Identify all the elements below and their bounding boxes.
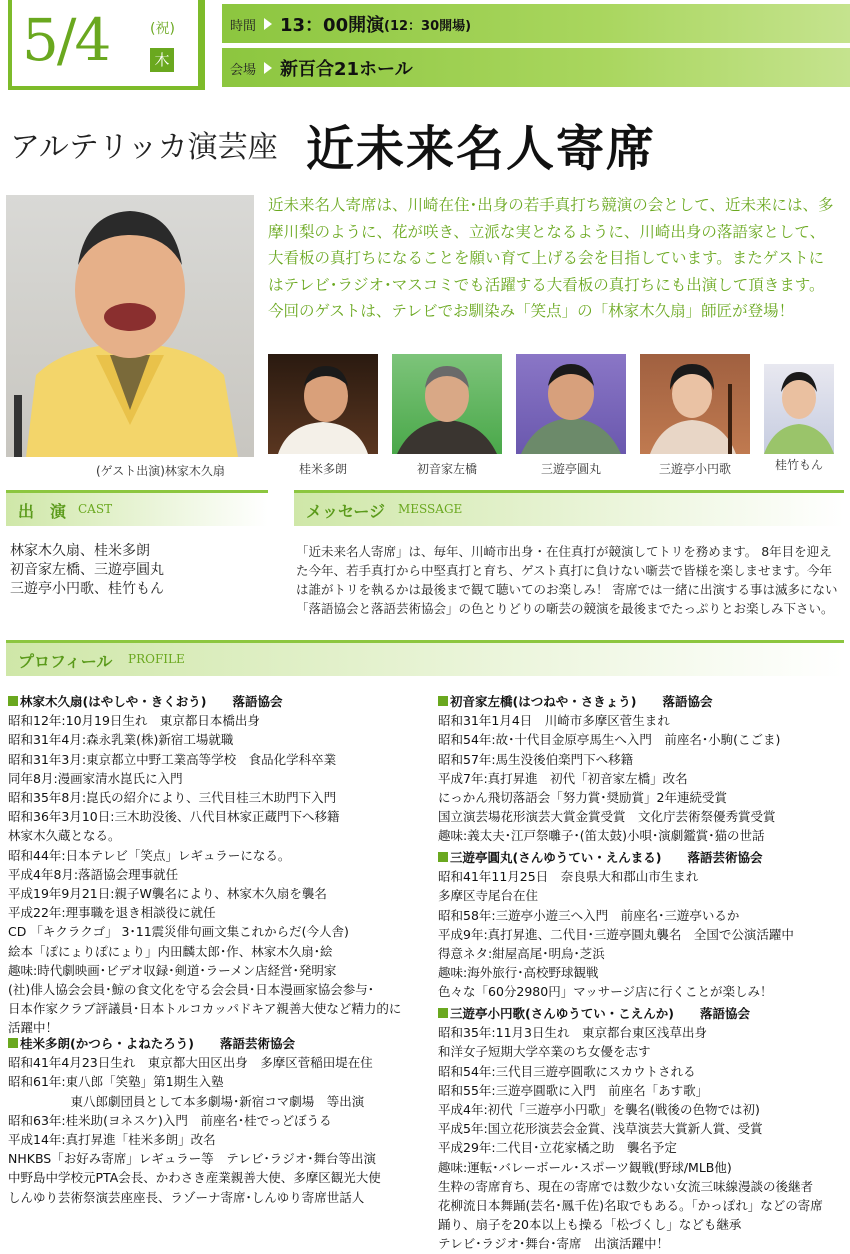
profile-line: にっかん飛切落語会「努力賞･奨励賞」2年連続受賞 [438,790,727,806]
performer-photo [516,354,626,454]
venue-label: 会場 [230,63,257,78]
performer-photo [268,354,378,454]
guest-photo [6,195,254,457]
profile-line: テレビ･ラジオ･舞台･寄席 出演活躍中！ [438,1236,670,1252]
profile-line: 昭和61年:東八郎「笑塾」第1期生入塾 [8,1074,224,1090]
profile-line: 絵本「ぽにょりぽにょり」内田麟太郎･作、林家木久扇･絵 [8,943,333,959]
profile-association: 落語協会 [662,694,713,709]
profile-line: 平成5年:国立花形演芸会金賞、浅草演芸大賞新人賞、受賞 [438,1121,763,1137]
profile-line: 活躍中！ [8,1020,59,1036]
profile-line: 色々な「60分2980円」マッサージ店に行くことが楽しみ！ [438,984,773,1000]
time-bar [222,4,850,43]
profile-line: 昭和35年8月:崑氏の紹介により、三代目桂三木助門下入門 [8,790,337,806]
message-header [294,490,844,526]
profile-line: 中野島中学校元PTA会長、かわさき産業親善大使、多摩区観光大使 [8,1170,381,1186]
profile-line: 昭和63年:桂米助(ヨネスケ)入門 前座名･桂でっどぼうる [8,1112,332,1128]
profile-line: 平成14年:真打昇進「桂米多朗」改名 [8,1132,216,1148]
performer-photo [764,364,834,454]
cast-line: 初音家左橋、三遊亭圓丸 [10,562,164,578]
square-bullet-icon [8,696,18,706]
performer-photo [640,354,750,454]
event-date: 5/4 [22,6,110,74]
profile-association: 落語芸術協会 [687,850,763,865]
profile-line: 昭和58年:三遊亭小遊三へ入門 前座名･三遊亭いるか [438,907,740,923]
performer-caption: 三遊亭小円歌 [658,462,731,476]
profile-line: 昭和31年3月:東京都立中野工業高等学校 食品化学科卒業 [8,751,337,767]
profile-line: 趣味:海外旅行･高校野球観戦 [438,965,599,981]
profile-line: 花柳流日本舞踊(芸名･鳳千佐)名取でもある。「かっぽれ」などの寄席 [438,1198,823,1214]
profile-name: 桂米多朗(かつら・よねたろう) [20,1036,194,1051]
profile-line: (社)俳人協会会員･鯨の食文化を守る会会員･日本漫画家協会参与･ [8,982,375,998]
profile-line: 昭和31年1月4日 川崎市多摩区菅生まれ [438,713,670,729]
profile-title-en: PROFILE [128,652,185,666]
profile-line: 昭和41年11月25日 奈良県大和郡山市生まれ [438,869,699,885]
message-title-en: MESSAGE [398,502,463,516]
profile-name: 三遊亭圓丸(さんゆうてい・えんまる) [450,850,662,865]
time-value: 13：00開演 [280,15,385,36]
cast-title-en: CAST [78,502,113,516]
time-open: (12：30開場) [384,19,472,34]
profile-line: 生粋の寄席育ち、現在の寄席では数少ない女流三味線漫談の後継者 [438,1178,814,1194]
profile-line: 平成29年:二代目･立花家橘之助 襲名予定 [438,1140,677,1156]
arrow-icon [264,18,272,30]
profile-title: プロフィール [18,652,113,671]
cast-list [10,542,164,599]
profile-line: 昭和55年:三遊亭圓歌に入門 前座名「あす歌」 [438,1082,709,1098]
profile-entry [8,1034,428,1207]
profile-line: 同年8月:漫画家清水崑氏に入門 [8,770,183,786]
profile-line: 多摩区寺尾台在住 [438,888,539,904]
profile-line: 趣味:運転･バレーボール･スポーツ観戦(野球/MLB他) [438,1159,732,1175]
profile-line: 昭和35年:11月3日生れ 東京都台東区浅草出身 [438,1025,707,1041]
profile-line: 趣味:義太夫･江戸祭囃子･(笛太鼓)小唄･演劇鑑賞･猫の世話 [438,828,765,844]
profile-line: 東八郎劇団員として本多劇場･新宿コマ劇場 等出演 [8,1093,365,1109]
profile-entry [438,848,848,1002]
cast-title: 出 演 [18,502,67,521]
performer-caption: 桂竹もん [774,458,823,472]
profile-line: 平成19年9月21日:親子W襲名により、林家木久扇を襲名 [8,886,327,902]
date-box [8,0,205,90]
cast-line: 林家木久扇、桂米多朗 [10,543,150,559]
profile-association: 落語協会 [232,694,283,709]
profile-line: 得意ネタ:紺屋高尾･明烏･芝浜 [438,946,605,962]
guest-caption: (ゲスト出演)林家木久扇 [96,464,225,478]
profile-line: しんゆり芸術祭演芸座座長、ラゾーナ寄席･しんゆり寄席世話人 [8,1189,365,1205]
profile-name: 三遊亭小円歌(さんゆうてい・こえんか) [450,1006,674,1021]
profile-line: 平成4年8月:落語協会理事就任 [8,866,179,882]
profile-line: 日本作家クラブ評議員･日本トルコカッパドキア親善大使など精力的に [8,1001,402,1017]
profile-line: 昭和31年4月:森永乳業(株)新宿工場就職 [8,732,234,748]
holiday-mark: (祝) [150,21,175,37]
square-bullet-icon [438,1008,448,1018]
performer-photo [392,354,502,454]
profile-line: 踊り、扇子を20本以上も操る「松づくし」なども継承 [438,1217,742,1233]
performer-caption: 三遊亭圓丸 [540,462,601,476]
time-label: 時間 [230,19,257,34]
message-title: メッセージ [306,502,386,521]
profile-line: 和洋女子短期大学卒業のち女優を志す [438,1044,651,1060]
day-of-week: 木 [150,48,174,72]
performer-caption: 初音家左橋 [416,462,477,476]
event-subtitle: アルテリッカ演芸座 [10,130,278,165]
profile-name: 林家木久扇(はやしや・きくおう) [20,694,207,709]
profile-line: 昭和41年4月23日生れ 東京都大田区出身 多摩区菅稲田堤在住 [8,1055,373,1071]
profile-association: 落語芸術協会 [219,1036,295,1051]
profile-line: 平成4年:初代「三遊亭小円歌」を襲名(戦後の色物では初) [438,1102,760,1118]
cast-line: 三遊亭小円歌、桂竹もん [10,581,164,597]
profile-line: NHKBS「お好み寄席」レギュラー等 テレビ･ラジオ･舞台等出演 [8,1151,376,1167]
arrow-icon [264,62,272,74]
profile-line: 林家木久蔵となる。 [8,828,121,844]
profile-name: 初音家左橋(はつねや・さきょう) [450,694,637,709]
profile-association: 落語協会 [699,1006,750,1021]
profile-line: CD 「キクラクゴ」 3･11震災俳句画文集これからだ(今人舎) [8,924,349,940]
profile-line: 平成22年:理事職を退き相談役に就任 [8,905,216,921]
profile-line: 平成7年:真打昇進 初代「初音家左橋」改名 [438,770,688,786]
profile-line: 趣味:時代劇映画･ビデオ収録･剣道･ラーメン店経営･発明家 [8,962,337,978]
performer-caption: 桂米多朗 [298,462,347,476]
square-bullet-icon [8,1038,18,1048]
profile-entry [8,692,428,1038]
square-bullet-icon [438,852,448,862]
square-bullet-icon [438,696,448,706]
profile-line: 昭和36年3月10日:三木助没後、八代目林家正蔵門下へ移籍 [8,809,340,825]
profile-line: 昭和12年:10月19日生れ 東京都日本橋出身 [8,713,260,729]
profile-header [6,640,844,676]
cast-header [6,490,268,526]
intro-text: 近未来名人寄席は、川崎在住･出身の若手真打ち競演の会として、近未来には、多摩川梨のように、花が咲き、立派な実となるように、川崎出身の落語家として、大看板の真打ちになることを願い育て上げる会を目指しています。またゲストにはテレビ･ラジオ･マスコミでも活躍する大看板の真打ちにも出演して頂きます。今回のゲストは、テレビでお馴染み「笑点」の「林家木久扇」師匠が登場！ [268,196,834,320]
profile-line: 昭和54年:三代目三遊亭圓歌にスカウトされる [438,1063,696,1079]
venue-bar [222,48,850,87]
message-text: 「近未来名人寄席」は、毎年、川崎市出身・在住真打が競演してトリを務めます。 8年目を迎えた今年、若手真打から中堅真打と育ち、ゲスト真打に負けない噺芸で皆様を楽しませます。今年は誰がトリを執るかは最後まで観て聴いてのお楽しみ！ 寄席では一緒に出演する事は滅多にない「落語協会と落語芸術協会」の色とりどりの噺芸の競演を最後までたっぷりとお楽しみ下さい。 [296,544,838,616]
profile-line: 国立演芸場花形演芸大賞金賞受賞 文化庁芸術祭優秀賞受賞 [438,809,776,825]
profile-line: 昭和57年:馬生没後伯楽門下へ移籍 [438,751,634,767]
profile-line: 昭和54年:故･十代目金原亭馬生へ入門 前座名･小駒(こごま) [438,732,781,748]
event-title: 近未来名人寄席 [306,121,657,177]
profile-line: 平成9年:真打昇進、二代目･三遊亭圓丸襲名 全国で公演活躍中 [438,926,794,942]
profile-line: 昭和44年:日本テレビ「笑点」レギュラーになる。 [8,847,291,863]
profile-entry [438,692,848,846]
profile-entry [438,1004,848,1254]
venue-value: 新百合21ホール [280,59,413,80]
